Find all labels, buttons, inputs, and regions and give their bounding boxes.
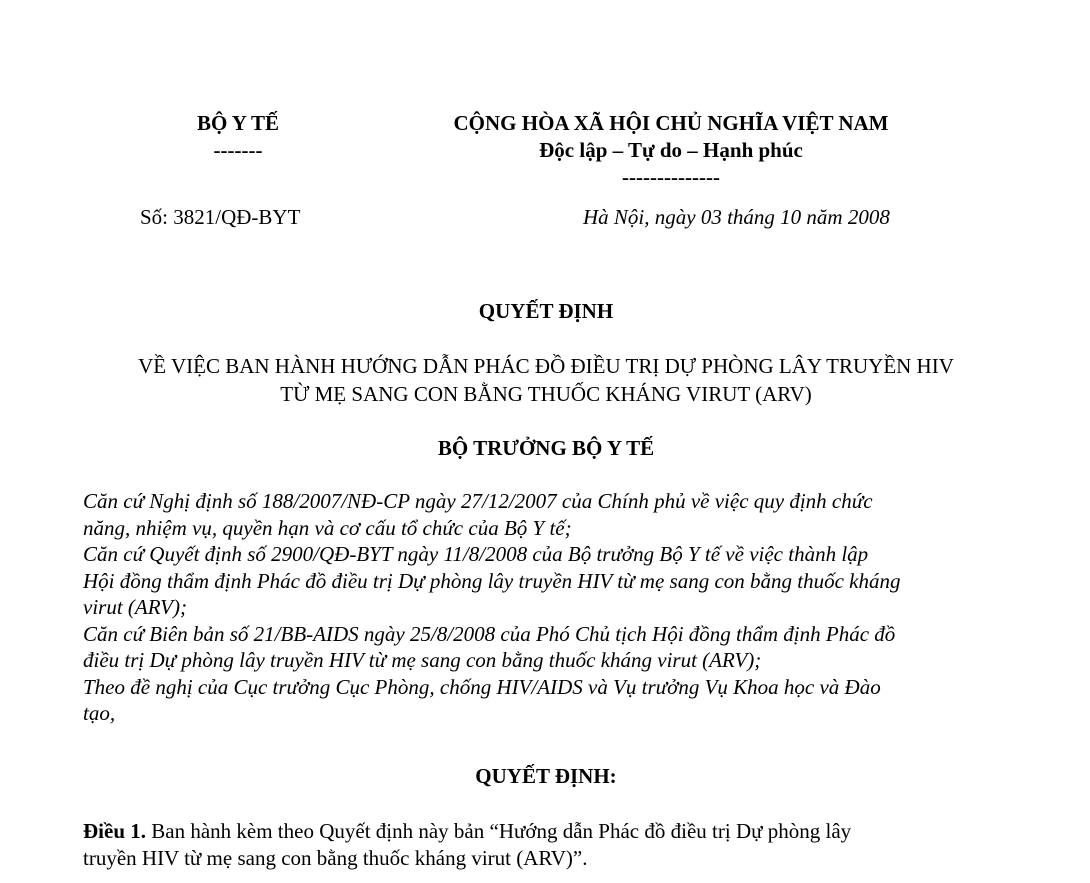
national-heading-block: [396, 110, 946, 191]
article-1-label: Điều 1.: [83, 819, 146, 843]
preamble: [83, 488, 1013, 727]
preamble-line: điều trị Dự phòng lây truyền HIV từ mẹ sang con bằng thuốc kháng virut (ARV);: [83, 648, 762, 672]
subject-line: TỪ MẸ SANG CON BẰNG THUỐC KHÁNG VIRUT (ARV): [280, 382, 812, 406]
preamble-line: tạo,: [83, 701, 116, 725]
issuing-agency-block: [140, 110, 336, 164]
preamble-line: Theo đề nghị của Cục trưởng Cục Phòng, chống HIV/AIDS và Vụ trưởng Vụ Khoa học và Đào: [83, 674, 881, 699]
preamble-line: năng, nhiệm vụ, quyền hạn và cơ cấu tổ chức của Bộ Y tế;: [83, 515, 572, 540]
preamble-line: Căn cứ Nghị định số 188/2007/NĐ-CP ngày 27/12/2007 của Chính phủ về việc quy định chức: [83, 489, 873, 513]
agency-separator: -------: [213, 138, 263, 162]
article-1-text: Ban hành kèm theo Quyết định này bản “Hướng dẫn Phác đồ điều trị Dự phòng lây: [146, 819, 852, 843]
national-motto: Độc lập – Tự do – Hạnh phúc: [539, 138, 803, 162]
article-1-line: [83, 818, 1013, 845]
place-and-date: Hà Nội, ngày 03 tháng 10 năm 2008: [583, 205, 890, 229]
preamble-line: virut (ARV);: [83, 595, 187, 619]
document-number: Số: 3821/QĐ-BYT: [140, 205, 301, 229]
preamble-line: Căn cứ Biên bản số 21/BB-AIDS ngày 25/8/2008 của Phó Chủ tịch Hội đồng thẩm định Phác đồ: [83, 621, 896, 646]
issuing-authority: BỘ TRƯỞNG BỘ Y TẾ: [437, 436, 655, 460]
issuing-agency-name: BỘ Y TẾ: [196, 111, 280, 135]
preamble-line: Hội đồng thẩm định Phác đồ điều trị Dự phòng lây truyền HIV từ mẹ sang con bằng thuốc kháng: [83, 568, 901, 593]
article-1: [83, 818, 1013, 872]
decision-heading: QUYẾT ĐỊNH:: [475, 764, 617, 788]
document-title: QUYẾT ĐỊNH: [478, 299, 614, 323]
preamble-line: Căn cứ Quyết định số 2900/QĐ-BYT ngày 11/8/2008 của Bộ trưởng Bộ Y tế về việc thành lập: [83, 542, 869, 566]
document-subject: [80, 352, 1012, 408]
subject-line: VỀ VIỆC BAN HÀNH HƯỚNG DẪN PHÁC ĐỒ ĐIỀU TRỊ DỰ PHÒNG LÂY TRUYỀN HIV: [138, 354, 954, 378]
article-1-line: truyền HIV từ mẹ sang con bằng thuốc kháng virut (ARV)”.: [83, 846, 588, 870]
republic-name: CỘNG HÒA XÃ HỘI CHỦ NGHĨA VIỆT NAM: [453, 111, 889, 135]
motto-separator: --------------: [622, 165, 720, 189]
